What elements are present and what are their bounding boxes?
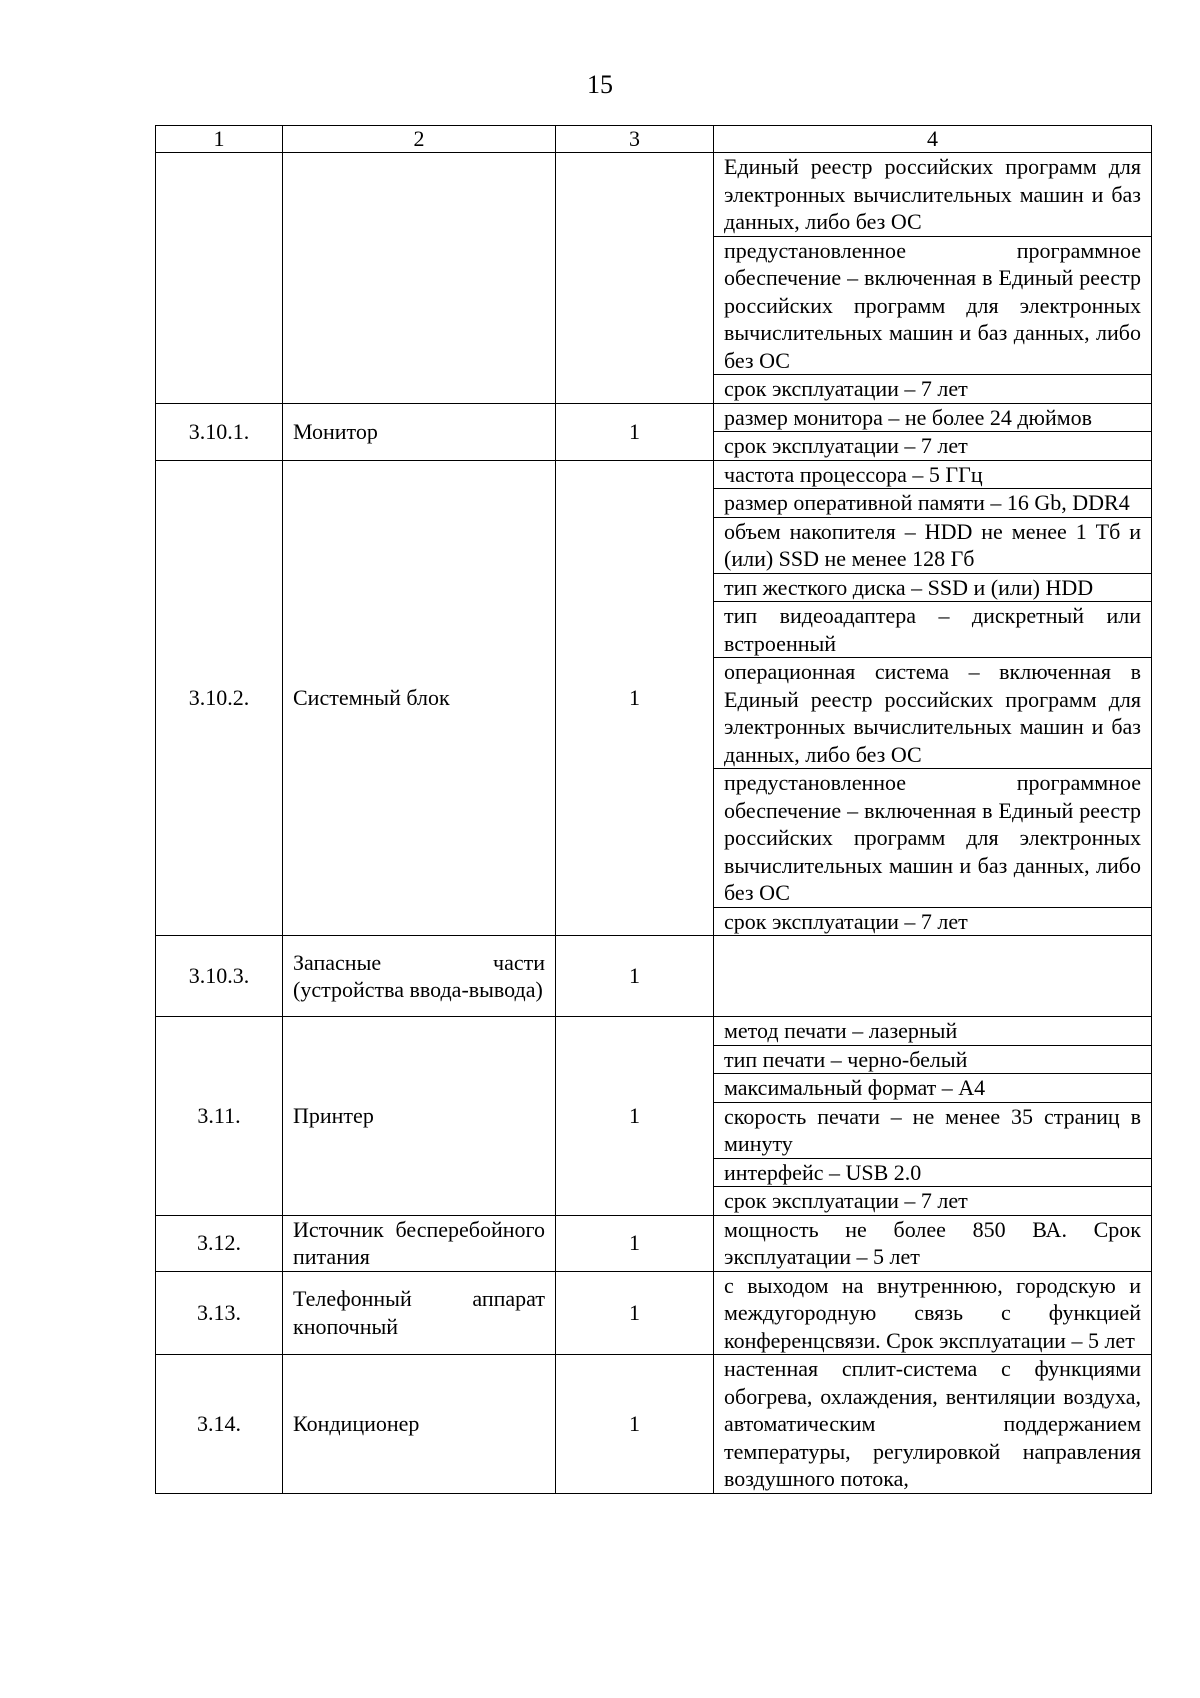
- spec-cell: срок эксплуатации – 7 лет: [714, 1187, 1152, 1216]
- spec-cell: срок эксплуатации – 7 лет: [714, 375, 1152, 404]
- spec-cell: размер оперативной памяти – 16 Gb, DDR4: [714, 489, 1152, 518]
- spec-cell: [714, 936, 1152, 1017]
- header-col-3: 3: [556, 126, 714, 153]
- spec-cell: скорость печати – не менее 35 страниц в минуту: [714, 1102, 1152, 1158]
- table-row: [156, 403, 1152, 432]
- item-quantity-cell: 1: [556, 936, 714, 1017]
- spec-cell: максимальный формат – А4: [714, 1074, 1152, 1103]
- spec-cell: объем накопителя – HDD не менее 1 Тб и (или) SSD не менее 128 Гб: [714, 517, 1152, 573]
- specification-table: [155, 125, 1152, 1494]
- header-col-2: 2: [283, 126, 556, 153]
- table-row: [156, 153, 1152, 237]
- spec-cell: операционная система – включенная в Единый реестр российских программ для электронных вычислительных машин и баз данных, либо без ОС: [714, 658, 1152, 769]
- spec-cell: мощность не более 850 ВА. Срок эксплуатации – 5 лет: [714, 1215, 1152, 1271]
- table-row: [156, 936, 1152, 1017]
- item-number-cell: 3.10.3.: [156, 936, 283, 1017]
- table-row: [156, 1017, 1152, 1046]
- item-number-cell: 3.10.1.: [156, 403, 283, 460]
- spec-cell: метод печати – лазерный: [714, 1017, 1152, 1046]
- spec-cell: с выходом на внутреннюю, городскую и междугородную связь с функцией конференцсвязи. Срок эксплуатации – 5 лет: [714, 1271, 1152, 1355]
- header-col-4: 4: [714, 126, 1152, 153]
- spec-cell: срок эксплуатации – 7 лет: [714, 907, 1152, 936]
- header-col-1: 1: [156, 126, 283, 153]
- item-name-cell: Кондиционер: [283, 1355, 556, 1494]
- item-name-cell: Системный блок: [283, 460, 556, 936]
- continuation-num-cell: [156, 153, 283, 404]
- table-row: [156, 1215, 1152, 1271]
- item-number-cell: 3.11.: [156, 1017, 283, 1216]
- item-name-cell: Принтер: [283, 1017, 556, 1216]
- item-number-cell: 3.13.: [156, 1271, 283, 1355]
- item-number-cell: 3.10.2.: [156, 460, 283, 936]
- item-name-cell: Монитор: [283, 403, 556, 460]
- item-quantity-cell: 1: [556, 1215, 714, 1271]
- spec-cell: частота процессора – 5 ГГц: [714, 460, 1152, 489]
- item-quantity-cell: 1: [556, 1017, 714, 1216]
- table-header-row: [156, 126, 1152, 153]
- table-row: [156, 1271, 1152, 1355]
- item-name-cell: Запасные части (устройства ввода-вывода): [283, 936, 556, 1017]
- item-quantity-cell: 1: [556, 403, 714, 460]
- item-quantity-cell: 1: [556, 460, 714, 936]
- spec-cell: срок эксплуатации – 7 лет: [714, 432, 1152, 461]
- item-name-cell: Источник бесперебойного питания: [283, 1215, 556, 1271]
- item-number-cell: 3.14.: [156, 1355, 283, 1494]
- item-name-cell: Телефонный аппарат кнопочный: [283, 1271, 556, 1355]
- spec-cell: тип печати – черно-белый: [714, 1045, 1152, 1074]
- spec-cell: предустановленное программное обеспечение – включенная в Единый реестр российских программ для электронных вычислительных машин и баз данных, либо без ОС: [714, 236, 1152, 375]
- page-number: 15: [587, 70, 613, 99]
- spec-cell: тип видеоадаптера – дискретный или встроенный: [714, 602, 1152, 658]
- spec-cell: размер монитора – не более 24 дюймов: [714, 403, 1152, 432]
- spec-cell: интерфейс – USB 2.0: [714, 1158, 1152, 1187]
- spec-cell: тип жесткого диска – SSD и (или) HDD: [714, 573, 1152, 602]
- continuation-qty-cell: [556, 153, 714, 404]
- spec-cell: Единый реестр российских программ для электронных вычислительных машин и баз данных, либо без ОС: [714, 153, 1152, 237]
- continuation-name-cell: [283, 153, 556, 404]
- spec-cell: настенная сплит-система с функциями обогрева, охлаждения, вентиляции воздуха, автоматическим поддержанием температуры, регулировкой направления воздушного потока,: [714, 1355, 1152, 1494]
- item-quantity-cell: 1: [556, 1355, 714, 1494]
- table-row: [156, 1355, 1152, 1494]
- item-quantity-cell: 1: [556, 1271, 714, 1355]
- spec-cell: предустановленное программное обеспечение – включенная в Единый реестр российских программ для электронных вычислительных машин и баз данных, либо без ОС: [714, 769, 1152, 908]
- table-row: [156, 460, 1152, 489]
- item-number-cell: 3.12.: [156, 1215, 283, 1271]
